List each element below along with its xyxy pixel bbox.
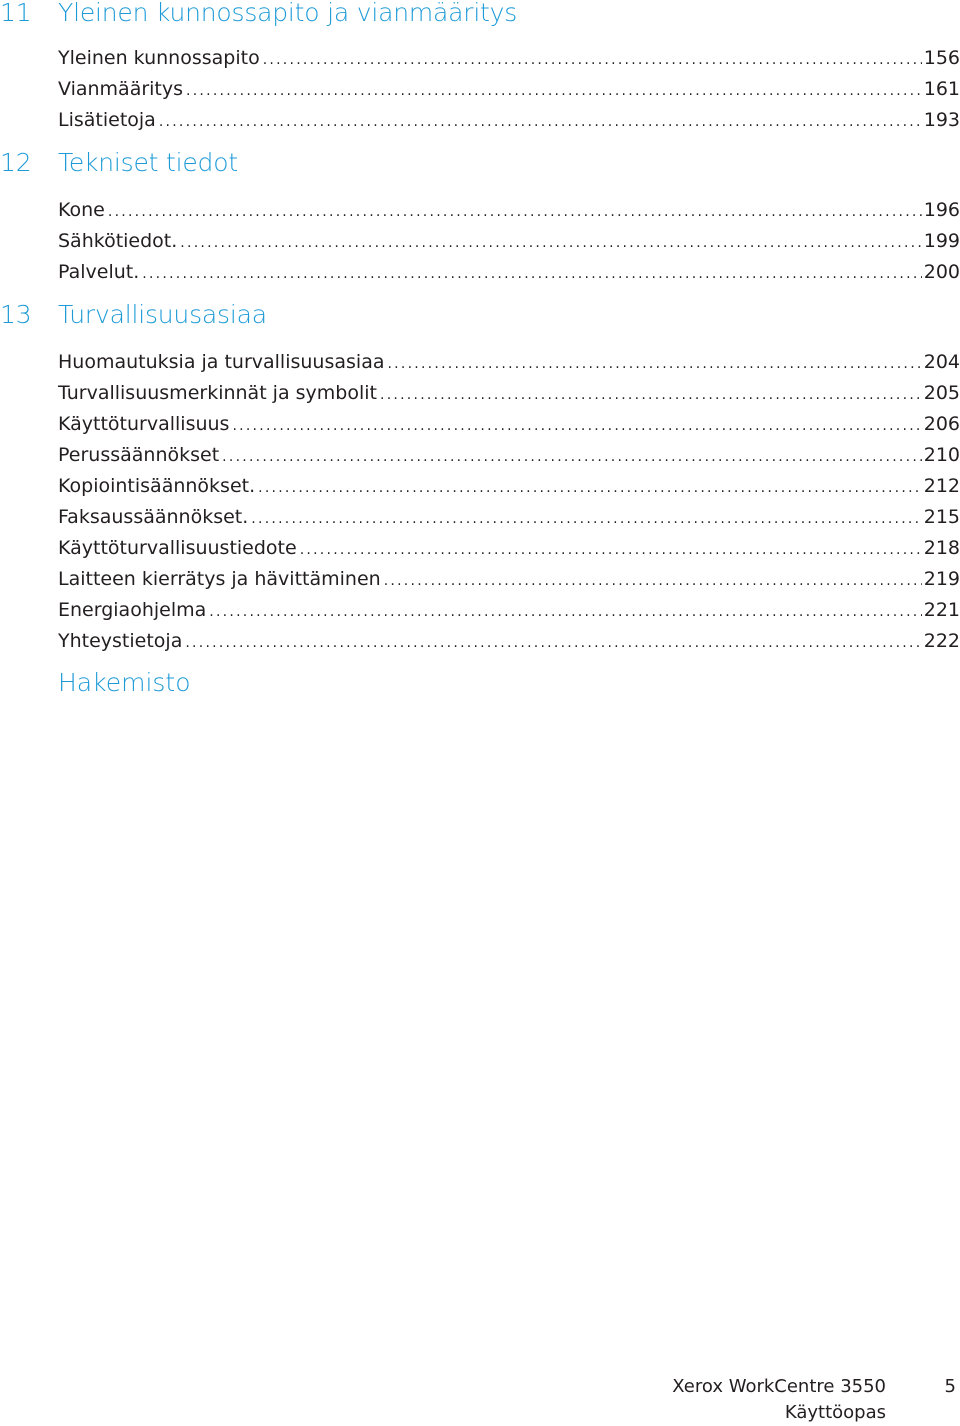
toc-entry-page[interactable]: 222 [923,630,960,652]
toc-entry-page[interactable]: 210 [923,444,960,466]
toc-entry-title[interactable]: Perussäännökset [58,444,220,466]
footer-guide: Käyttöopas [784,1402,886,1423]
toc-entry-page[interactable]: 212 [923,475,960,497]
dot-leader [300,542,922,558]
chapter-heading [0,0,517,27]
chapter-heading [0,300,267,329]
toc-entry-page[interactable]: 156 [923,47,960,69]
toc-entry-page[interactable]: 200 [923,261,960,283]
toc-entry-title[interactable]: Kone [58,199,105,221]
toc-entry[interactable] [58,475,960,497]
dot-leader [209,604,921,620]
toc-entry-page[interactable]: 193 [923,109,960,131]
chapter-title[interactable]: Turvallisuusasiaa [58,300,267,329]
toc-entry-page[interactable]: 221 [923,599,960,621]
toc-entry[interactable] [58,199,960,221]
dot-leader [232,418,921,434]
toc-entry-title[interactable]: Käyttöturvallisuustiedote [58,537,297,559]
toc-entry-page[interactable]: 199 [923,230,960,252]
dot-leader [159,114,922,130]
toc-entry-title[interactable]: Laitteen kierrätys ja hävittäminen [58,568,381,590]
dot-leader [180,235,921,251]
dot-leader [185,635,921,651]
toc-entry-title[interactable]: Vianmääritys [58,78,184,100]
toc-entry-page[interactable]: 205 [923,382,960,404]
toc-entry[interactable] [58,109,960,131]
toc-entry-title[interactable]: Lisätietoja [58,109,156,131]
dot-leader [251,511,921,527]
chapter-title[interactable]: Yleinen kunnossapito ja vianmääritys [58,0,518,27]
toc-entry-page[interactable]: 219 [923,568,960,590]
footer-product: Xerox WorkCentre 3550 [672,1376,886,1397]
dot-leader [387,356,921,372]
toc-entry[interactable] [58,382,960,404]
toc-entry-title[interactable]: Sähkötiedot. [58,230,178,252]
dot-leader [380,387,922,403]
toc-entry[interactable] [58,351,960,373]
toc-entry-title[interactable]: Yleinen kunnossapito [58,47,260,69]
toc-entry[interactable] [58,630,960,652]
index-heading[interactable]: Hakemisto [58,668,191,697]
toc-entry-page[interactable]: 196 [923,199,960,221]
dot-leader [258,480,922,496]
toc-entry-title[interactable]: Energiaohjelma [58,599,207,621]
toc-entry[interactable] [58,537,960,559]
toc-entry[interactable] [58,78,960,100]
toc-entry[interactable] [58,413,960,435]
toc-entry-page[interactable]: 204 [923,351,960,373]
chapter-heading [0,148,238,177]
chapter-title[interactable]: Tekniset tiedot [58,148,238,177]
toc-entry[interactable] [58,47,960,69]
toc-entry[interactable] [58,230,960,252]
toc-entry-title[interactable]: Yhteystietoja [58,630,183,652]
dot-leader [142,266,921,282]
toc-entry-page[interactable]: 206 [923,413,960,435]
toc-entry[interactable] [58,261,960,283]
dot-leader [263,52,922,68]
toc-entry[interactable] [58,506,960,528]
toc-entry-title[interactable]: Kopiointisäännökset. [58,475,256,497]
footer-page-number: 5 [944,1376,956,1397]
toc-entry[interactable] [58,599,960,621]
dot-leader [384,573,922,589]
toc-entry-title[interactable]: Faksaussäännökset. [58,506,249,528]
page-footer [672,1374,886,1426]
toc-entry-title[interactable]: Palvelut. [58,261,140,283]
toc-entry-page[interactable]: 161 [923,78,960,100]
toc-entry-page[interactable]: 215 [923,506,960,528]
dot-leader [222,449,922,465]
toc-entry[interactable] [58,444,960,466]
toc-entry-page[interactable]: 218 [923,537,960,559]
dot-leader [108,204,922,220]
chapter-number: 13 [0,300,32,329]
chapter-number: 11 [0,0,32,27]
toc-entry-title[interactable]: Huomautuksia ja turvallisuusasiaa [58,351,385,373]
toc-entry[interactable] [58,568,960,590]
chapter-number: 12 [0,148,32,177]
toc-entry-title[interactable]: Käyttöturvallisuus [58,413,230,435]
dot-leader [186,83,922,99]
toc-entry-title[interactable]: Turvallisuusmerkinnät ja symbolit [58,382,377,404]
